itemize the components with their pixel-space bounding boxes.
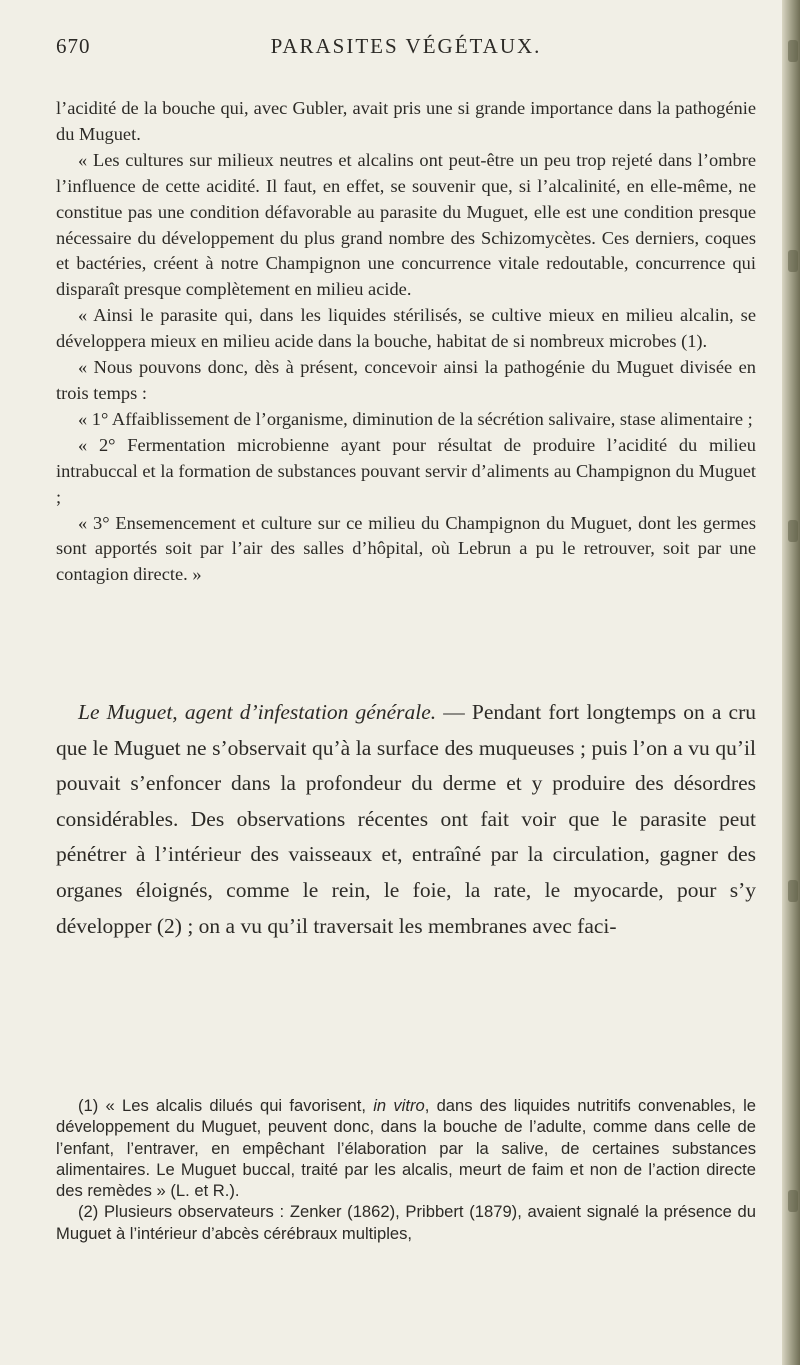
quoted-passage bbox=[56, 96, 756, 588]
section-body: — Pendant fort longtemps on a cru que le Muguet ne s’observait qu’à la surface des muqueuses ; puis l’on a vu qu’il pouvait s’enfoncer dans la profondeur du derme et y produire des désordres considérables. Des observations récentes ont fait voir que le parasite peut pénétrer à l’intérieur des vaisseaux et, entraîné par la circulation, gagner des organes éloignés, comme le rein, le foie, la rate, le myocarde, pour s’y développer (2) ; on a vu qu’il traversait les membranes avec faci- bbox=[56, 700, 756, 938]
quote-paragraph: « Ainsi le parasite qui, dans les liquides stérilisés, se cultive mieux en milieu alcalin, se développera mieux en milieu acide dans la bouche, habitat de si nombreux microbes (1). bbox=[56, 305, 756, 352]
page-edge-binding bbox=[782, 0, 800, 1365]
section-title: Le Muguet, agent d’infestation générale. bbox=[78, 700, 437, 724]
binding-mark bbox=[788, 1190, 798, 1212]
quote-paragraph: « 3° Ensemencement et culture sur ce milieu du Champignon du Muguet, dont les germes sont apportés soit par l’air des salles d’hôpital, où Lebrun a pu le retrouver, soit par une contagion directe. » bbox=[56, 512, 756, 585]
footnote-2: (2) Plusieurs observateurs : Zenker (1862), Pribbert (1879), avaient signalé la présence du Muguet à l’intérieur d’abcès cérébraux multiples, bbox=[56, 1202, 756, 1243]
running-head: PARASITES VÉGÉTAUX. bbox=[270, 34, 542, 58]
section-muguet-infestation bbox=[56, 695, 756, 944]
page-header bbox=[56, 30, 756, 64]
binding-mark bbox=[788, 40, 798, 62]
binding-mark bbox=[788, 520, 798, 542]
quote-paragraph: « Nous pouvons donc, dès à présent, concevoir ainsi la pathogénie du Muguet divisée en trois temps : bbox=[56, 357, 756, 403]
page-number: 670 bbox=[56, 34, 91, 58]
footnote-italic-term: in vitro bbox=[373, 1096, 425, 1115]
footnote-1: (1) « Les alcalis dilués qui favorisent, in vitro, dans des liquides nutritifs convenables, le développement du Muguet, peuvent donc, dans la bouche de l’adulte, comme dans celle de l’enfant, l’entraver, en empêchant l’élaboration par la salive, de certaines substances alimentaires. Le Muguet buccal, traité par les alcalis, meurt de faim et non de l’action directe des remèdes » (L. et R.). bbox=[56, 1096, 757, 1201]
binding-mark bbox=[788, 250, 798, 272]
quote-paragraph: « 2° Fermentation microbienne ayant pour résultat de produire l’acidité du milieu intrabuccal et la formation de substances pouvant servir d’aliments au Champignon du Muguet ; bbox=[56, 434, 756, 507]
footnotes bbox=[56, 1095, 756, 1244]
quote-paragraph: l’acidité de la bouche qui, avec Gubler, avait pris une si grande importance dans la pathogénie du Muguet. bbox=[56, 98, 756, 144]
quote-paragraph: « Les cultures sur milieux neutres et alcalins ont peut-être un peu trop rejeté dans l’ombre l’influence de cette acidité. Il faut, en effet, se souvenir que, si l’alcalinité, en elle-même, ne constitue pas une condition défavorable au parasite du Muguet, elle est une condition presque nécessaire du développement du plus grand nombre des Schizomycètes. Ces derniers, coques et bactéries, créent à notre Champignon une concurrence vitale redoutable, concurrence qui disparaît presque complètement en milieu acide. bbox=[56, 149, 756, 300]
section-paragraph bbox=[56, 695, 756, 944]
binding-mark bbox=[788, 880, 798, 902]
quote-paragraph: « 1° Affaiblissement de l’organisme, diminution de la sécrétion salivaire, stase alimentaire ; bbox=[78, 408, 753, 429]
